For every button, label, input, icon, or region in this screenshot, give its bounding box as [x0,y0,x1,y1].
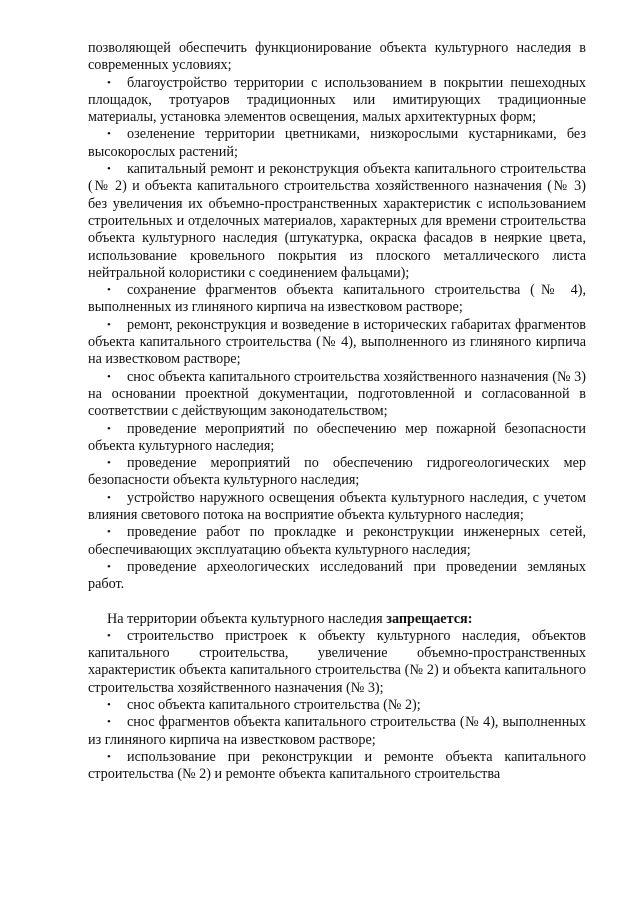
list-item [88,714,586,749]
list-item-text: проведение работ по прокладке и реконструкции инженерных сетей, обеспечивающих эксплуатацию объекта культурного наследия; [88,524,586,558]
bullet-icon: • [107,491,111,504]
bullet-icon: • [107,526,111,539]
list-item [88,628,586,697]
list-item [88,749,586,784]
list-item-text: использование при реконструкции и ремонте объекта капитального строительства (№ 2) и ремонте объекта капитального строительства [88,748,586,783]
continuation-paragraph: позволяющей обеспечить функционирование объекта культурного наследия в современных условиях; [88,40,586,74]
document-page [88,40,586,783]
permitted-list [88,75,586,594]
list-item-text: проведение археологических исследований при проведении земляных работ. [88,558,586,593]
list-item-text: проведение мероприятий по обеспечению мер пожарной безопасности объекта культурного наследия; [88,420,586,454]
list-item [88,421,586,456]
list-item [88,697,586,714]
heading-text: На территории объекта культурного наследия [107,610,387,627]
list-item [88,126,586,161]
list-item [88,559,586,594]
bullet-icon: • [107,716,111,729]
bullet-icon: • [107,698,111,711]
bullet-icon: • [107,318,111,331]
prohibited-list [88,628,586,784]
bullet-icon: • [107,560,111,573]
list-item [88,282,586,317]
list-item-text: сохранение фрагментов объекта капитального строительства (№ 4), выполненных из глиняного кирпича на известковом растворе; [88,282,586,316]
list-item [88,317,586,369]
bullet-icon: • [107,422,111,435]
list-item-text: озеленение территории цветниками, низкорослыми кустарниками, без высокорослых растений; [88,126,586,160]
list-item-text: капитальный ремонт и реконструкция объекта капитального строительства (№ 2) и объекта капитального строительства хозяйственного назначения (№ 3) без увеличения их объемно-пространственных характеристик с использованием строительных и отделочных материалов, характерных для времени строительства объекта культурного наследия (штукатурка, окраска фасадов в неяркие цвета, использование кровельного покрытия из плоского металлического листа нейтральной колористики с соединением фальцами); [88,161,586,281]
list-item [88,490,586,525]
list-item [88,524,586,559]
bullet-icon: • [107,629,111,642]
bullet-icon: • [107,750,111,763]
list-item [88,75,586,127]
bullet-icon: • [107,284,111,297]
bullet-icon: • [107,370,111,383]
list-item [88,369,586,421]
list-item-text: ремонт, реконструкция и возведение в исторических габаритах фрагментов объекта капитального строительства (№ 4), выполненного из глиняного кирпича на известковом растворе; [88,316,586,368]
list-item-text: снос объекта капитального строительства хозяйственного назначения (№ 3) на основании проектной документации, подготовленной и согласованной в соответствии с действующим законодательством; [88,368,586,420]
bullet-icon: • [107,76,111,89]
list-item-text: благоустройство территории с использованием в покрытии пешеходных площадок, тротуаров традиционных или имитирующих традиционные материалы, установка элементов освещения, малых архитектурных форм; [88,74,586,126]
list-item [88,161,586,282]
list-item-text: устройство наружного освещения объекта культурного наследия, с учетом влияния светового потока на восприятие объекта культурного наследия; [88,489,586,524]
list-item-text: снос объекта капитального строительства (№ 2); [127,696,421,713]
list-item-text: снос фрагментов объекта капитального строительства (№ 4), выполненных из глиняного кирпича на известковом растворе; [88,714,586,748]
bullet-icon: • [107,163,111,176]
list-item [88,455,586,490]
list-item-text: проведение мероприятий по обеспечению гидрогеологических мер безопасности объекта культурного наследия; [88,455,586,489]
list-item-text: строительство пристроек к объекту культурного наследия, объектов капитального строительства, увеличение объемно-пространственных характеристик объекта капитального строительства (№ 2) и объекта капитального строительства хозяйственного назначения (№ 3); [88,627,586,696]
heading-emphasis: запрещается: [386,610,473,627]
bullet-icon: • [107,128,111,141]
bullet-icon: • [107,457,111,470]
prohibited-section-heading [88,611,586,628]
section-spacer [88,594,586,611]
